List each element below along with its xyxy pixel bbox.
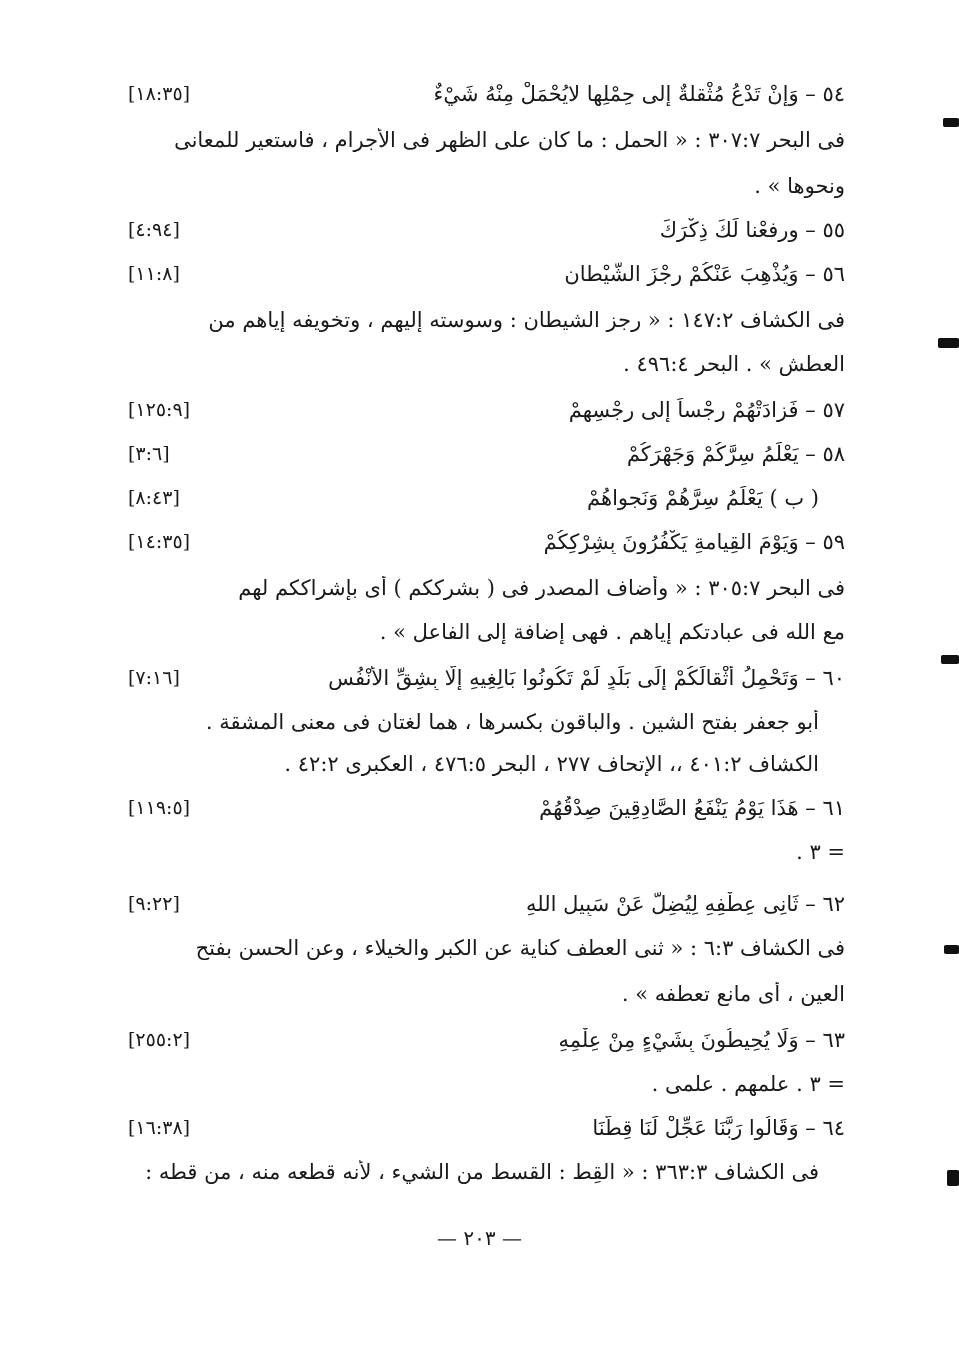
entry-line xyxy=(119,478,819,518)
commentary-text: مع الله فى عبادتكم إياهم . فهى إضافة إلى الفاعل » . xyxy=(379,620,845,644)
verse-reference: [١٦:٣٨] xyxy=(128,1117,191,1139)
verse-reference: [١١٩:٥] xyxy=(128,797,191,819)
verse-reference: [١٨:٣٥] xyxy=(128,83,191,105)
commentary-line xyxy=(120,166,845,206)
entry-text: ٥٥ – ورفعْنا لَكَ ذِكْرَكَ xyxy=(659,218,845,242)
commentary-text: الكشاف ٤٠١:٢ ،، الإتحاف ٢٧٧ ، البحر ٤٧٦:٥ ، العكبرى ٤٢:٢ . xyxy=(284,752,819,776)
entry-line xyxy=(120,390,845,430)
commentary-text: ونحوها » . xyxy=(754,174,845,198)
entry-line xyxy=(120,522,845,562)
commentary-text: فى البحر ٣٠٧:٧ : « الحمل : ما كان على الظهر فى الأجرام ، فاستعير للمعانى xyxy=(174,128,845,152)
entry-line xyxy=(120,1108,845,1148)
entry-line xyxy=(120,788,845,828)
commentary-line xyxy=(120,120,845,160)
entry-text: ٦٤ – وَقَالُوا رَبَّنَا عَجِّلْ لَنَا قِطَّنَا xyxy=(592,1116,845,1140)
commentary-text: فى البحر ٣٠٥:٧ : « وأضاف المصدر فى ( بشرككم ) أى بإشراككم لهم xyxy=(238,576,845,600)
commentary-line xyxy=(120,568,845,608)
commentary-line xyxy=(119,744,819,784)
entry-line xyxy=(250,658,845,698)
entry-line xyxy=(120,74,845,114)
entry-text: ٥٨ – يَعْلَمُ سِرَّكُمْ وَجَهْرَكُمْ xyxy=(626,442,845,466)
verse-reference: [٣:٦] xyxy=(128,443,170,465)
entry-text: ٦٣ – وَلَا يُحِيطُونَ بِشَيْءٍ مِنْ عِلْمِهِ xyxy=(558,1028,845,1052)
verse-reference: [٧:١٦] xyxy=(128,667,180,689)
scan-mark xyxy=(943,118,959,127)
commentary-text: أبو جعفر بفتح الشين . والباقون بكسرها ، هما لغتان فى معنى المشقة . xyxy=(205,710,819,734)
verse-reference: [٨:٤٣] xyxy=(128,487,180,509)
entry-text: ( ب ) يَعْلَمُ سِرَّهُمْ وَنَجواهُمْ xyxy=(587,486,819,510)
commentary-line xyxy=(120,974,845,1014)
commentary-line xyxy=(129,1152,819,1192)
commentary-line xyxy=(120,1064,845,1104)
verse-reference: [١٤:٣٥] xyxy=(128,531,191,553)
entry-text: ٥٩ – وَيَوْمَ القِيامةِ يَكْفُرُونَ بِشِرْكِكُمْ xyxy=(543,530,845,554)
commentary-line xyxy=(120,832,845,872)
entry-text: ٦٠ – وَتَحْمِلُ أَثْقالَكُمْ إِلَى بَلَدٍ لَمْ تَكُونُوا بَالِغِيهِ إِلَّا بِشِقِّ الأَنْفُس xyxy=(328,666,845,690)
commentary-line xyxy=(120,928,845,968)
commentary-text: العطش » . البحر ٤٩٦:٤ . xyxy=(623,352,845,376)
verse-reference: [٤:٩٤] xyxy=(128,219,180,241)
scan-mark xyxy=(938,338,959,348)
entry-text: ٥٦ – وَيُذْهِبَ عَنْكُمْ رِجْزَ الشَّيْطانِ xyxy=(564,262,845,286)
entry-line xyxy=(120,210,845,250)
verse-reference: [٩:٢٢] xyxy=(128,893,180,915)
entry-line xyxy=(120,884,845,924)
entry-text: ٦١ – هَذَا يَوْمُ يَنْفَعُ الصَّادِقِينَ صِدْقُهُمْ xyxy=(539,796,845,820)
entry-text: ٥٧ – فَزادَتْهُمْ رِجْساً إلى رِجْسِهِمْ xyxy=(568,398,845,422)
entry-text: ٦٢ – ثَانِى عِطْفِهِ لِيُضِلَّ عَنْ سَبِيلِ اللهِ xyxy=(525,892,845,916)
commentary-text: = ٣ . علمهم . علمى . xyxy=(651,1072,845,1096)
commentary-text: فى الكشاف ١٤٧:٢ : « رجز الشيطان : وسوسته إليهم ، وتخويفه إياهم من xyxy=(208,308,845,332)
commentary-line xyxy=(120,300,845,340)
page-number: — ٢٠٣ — xyxy=(437,1226,522,1250)
commentary-text: فى الكشاف ٦:٣ : « ثنى العطف كناية عن الكبر والخيلاء ، وعن الحسن بفتح xyxy=(195,936,845,960)
scan-mark xyxy=(947,1170,959,1186)
verse-reference: [٢٥٥:٢] xyxy=(128,1029,191,1051)
commentary-line xyxy=(119,702,819,742)
verse-reference: [١٢٥:٩] xyxy=(128,399,191,421)
commentary-line xyxy=(120,612,845,652)
commentary-text: فى الكشاف ٣٦٣:٣ : « القِط : القسط من الشيء ، لأنه قطعه منه ، من قطه : xyxy=(145,1160,819,1184)
commentary-text: العين ، أى مانع تعطفه » . xyxy=(621,982,845,1006)
scan-mark xyxy=(944,945,959,954)
entry-line xyxy=(120,254,845,294)
scan-mark xyxy=(941,655,959,664)
entry-line xyxy=(120,1020,845,1060)
entry-text: ٥٤ – وَإِنْ تَدْعُ مُثْقلةٌ إلى حِمْلِها لايُحْمَلْ مِنْهُ شَيْءٌ xyxy=(433,82,845,106)
commentary-line xyxy=(120,344,845,384)
verse-reference: [١١:٨] xyxy=(128,263,180,285)
commentary-text: = ٣ . xyxy=(796,840,845,864)
entry-line xyxy=(120,434,845,474)
